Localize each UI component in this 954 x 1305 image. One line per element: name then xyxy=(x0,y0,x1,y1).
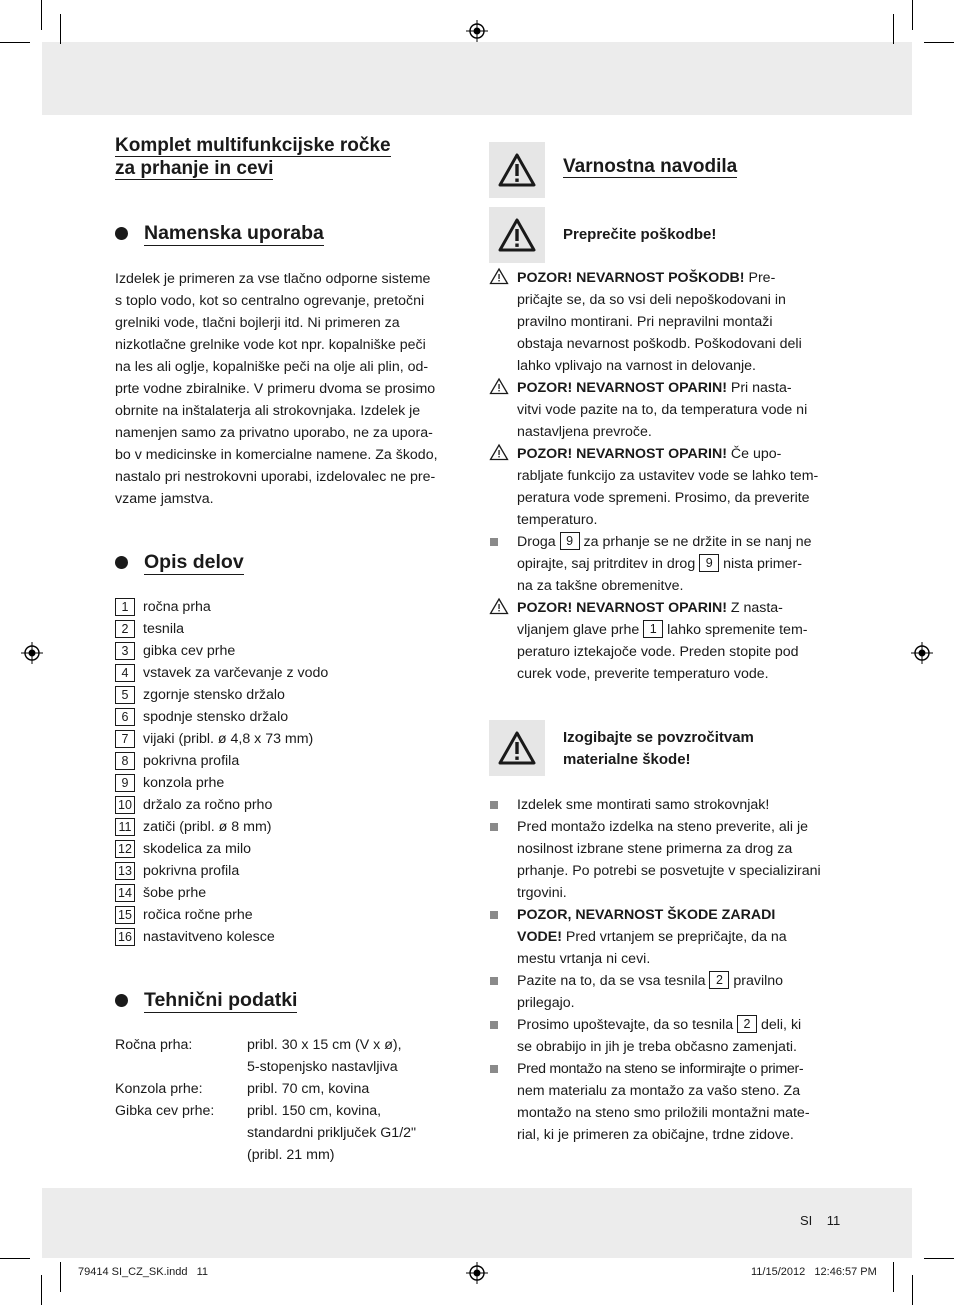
text-line: Izdelek je primeren za vse tlačno odporne sisteme xyxy=(115,271,431,287)
part-item xyxy=(115,662,328,684)
title-line-1: Komplet multifunkcijske ročke xyxy=(115,135,391,156)
square-bullet xyxy=(490,1021,498,1029)
crop-mark xyxy=(893,1262,894,1292)
part-label: zgornje stensko držalo xyxy=(143,687,285,703)
warning-item: POZOR! NEVARNOST OPARIN! Če upo- rabljate funkcijo za ustavitev vode se lahko tem- peratura vode spremeni. Prosimo, da preverite temperaturo. xyxy=(489,443,841,531)
registration-mark-icon xyxy=(911,642,933,664)
bullet-item: Pred montažo na steno se informirajte o primer- nem materialu za montažo za vašo steno. Za montažo na steno smo priložili montažni mate- rial, ki je primeren za običajne, trdne zidove. xyxy=(489,1058,841,1146)
bullet-item: Droga 9 za prhanje se ne držite in se nanj ne opirajte, saj pritrditev in drog 9 nista primer- na za takšne obremenitve. xyxy=(489,531,841,597)
bullet-item: Pazite na to, da se vsa tesnila 2 pravilno prilegajo. xyxy=(489,970,841,1014)
part-number: 1 xyxy=(115,598,135,616)
part-number-ref: 9 xyxy=(699,554,719,572)
part-number: 3 xyxy=(115,642,135,660)
title-line-2: za prhanje in cevi xyxy=(115,158,274,179)
crop-mark xyxy=(0,1258,30,1259)
square-bullet xyxy=(490,823,498,831)
part-number: 9 xyxy=(115,774,135,792)
square-bullet xyxy=(490,977,498,985)
footer-band xyxy=(42,1188,912,1258)
page-number: SI 11 xyxy=(800,1213,841,1228)
part-number: 13 xyxy=(115,862,135,880)
part-item xyxy=(115,816,328,838)
tech-value xyxy=(247,1078,369,1100)
part-label: ročna prha xyxy=(143,599,211,615)
part-number: 10 xyxy=(115,796,135,814)
part-number-ref: 2 xyxy=(737,1015,757,1033)
tech-value xyxy=(247,1034,402,1078)
part-item xyxy=(115,926,328,948)
text-line: grelniki vode, tlačni bojlerji itd. Ni primeren za xyxy=(115,315,400,331)
part-number: 6 xyxy=(115,708,135,726)
part-item xyxy=(115,640,328,662)
part-item xyxy=(115,728,328,750)
slug-file-info: 79414 SI_CZ_SK.indd 11 xyxy=(78,1266,209,1278)
subheading-material-damage: Izogibajte se povzročitvam materialne škode! xyxy=(563,729,754,768)
crop-mark xyxy=(912,1275,913,1305)
bullet-item: Pred montažo izdelka na steno preverite, ali je nosilnost izbrane stene primerna za drog za prhanje. Po potrebi se posvetujte v specializirani trgovini. xyxy=(489,816,841,904)
part-label: tesnila xyxy=(143,621,185,637)
crop-mark xyxy=(0,42,30,43)
part-item xyxy=(115,750,328,772)
small-warning-icon xyxy=(489,597,509,615)
part-item xyxy=(115,794,328,816)
warning-item: POZOR! NEVARNOST OPARIN! Z nasta- vljanjem glave prhe 1 lahko spremenite tem- peraturo iztekajoče vode. Preden stopite pod curek vode, preverite temperaturo vode. xyxy=(489,597,841,685)
text-line: prte vodne zbiralnike. V primeru dvoma se prosimo xyxy=(115,381,436,397)
text-line: bo v medicinske in komercialne namene. Za škodo, xyxy=(115,447,438,463)
warning-box xyxy=(489,142,545,198)
warning-triangle-icon xyxy=(498,218,536,252)
part-label: spodnje stensko držalo xyxy=(143,709,289,725)
part-label: držalo za ročno prho xyxy=(143,797,273,813)
tech-value-line: pribl. 30 x 15 cm (V x ø), xyxy=(247,1037,402,1053)
part-label: nastavitveno kolesce xyxy=(143,929,275,945)
text-line: nastalo pri nestrokovni uporabi, izdelovalec ne pre- xyxy=(115,469,436,485)
crop-mark xyxy=(924,1258,954,1259)
crop-mark xyxy=(60,14,61,44)
bullet-item: Prosimo upoštevajte, da so tesnila 2 deli, ki se obrabijo in jih je treba občasno zamenjati. xyxy=(489,1014,841,1058)
part-number: 7 xyxy=(115,730,135,748)
part-label: šobe prhe xyxy=(143,885,207,901)
warning-triangle-icon xyxy=(498,153,536,187)
tech-value xyxy=(247,1100,416,1166)
registration-mark-icon xyxy=(21,642,43,664)
small-warning-icon xyxy=(489,377,509,395)
text-line: nizkotlačne grelnike vode kot npr. kopalniške peči xyxy=(115,337,426,353)
tech-value-line: pribl. 70 cm, kovina xyxy=(247,1081,370,1097)
warning-box xyxy=(489,720,545,776)
tech-label: Ročna prha: xyxy=(115,1037,193,1053)
tech-row xyxy=(115,1100,416,1166)
crop-mark xyxy=(924,42,954,43)
tech-value-line: 5-stopenjsko nastavljiva xyxy=(247,1059,398,1075)
square-bullet xyxy=(490,1065,498,1073)
heading-bullet xyxy=(115,227,128,240)
small-warning-icon xyxy=(489,443,509,461)
registration-mark-icon xyxy=(466,20,488,42)
square-bullet xyxy=(490,801,498,809)
heading-bullet xyxy=(115,994,128,1007)
small-warning-icon xyxy=(489,267,509,285)
part-label: zatiči (pribl. ø 8 mm) xyxy=(143,819,272,835)
part-number: 5 xyxy=(115,686,135,704)
crop-mark xyxy=(41,1275,42,1305)
bullet-item: Izdelek sme montirati samo strokovnjak! xyxy=(489,794,841,816)
part-item xyxy=(115,596,328,618)
tech-row xyxy=(115,1034,416,1078)
header-band xyxy=(42,42,912,115)
text-line: namenjen samo za privatno uporabo, ne za upora- xyxy=(115,425,433,441)
subheading-prevent-injury: Preprečite poškodbe! xyxy=(563,226,717,243)
part-item xyxy=(115,860,328,882)
text-line: obrnite na inštalaterja ali strokovnjaka. Izdelek je xyxy=(115,403,421,419)
text-line: vzame jamstva. xyxy=(115,491,214,507)
warning-item: POZOR! NEVARNOST POŠKODB! Pre- pričajte se, da so vsi deli nepoškodovani in pravilno montirani. Pri nepravilni montaži obstaja nevarnost poškodb. Poškodovani deli lahko vplivajo na varnost in delovanje. xyxy=(489,267,841,377)
part-item xyxy=(115,618,328,640)
document-title xyxy=(115,134,391,180)
tech-value-line: (pribl. 21 mm) xyxy=(247,1147,335,1163)
part-label: konzola prhe xyxy=(143,775,225,791)
part-number: 16 xyxy=(115,928,135,946)
tech-value-line: standardni priključek G1/2" xyxy=(247,1125,417,1141)
warning-item: POZOR! NEVARNOST OPARIN! Pri nasta- vitvi vode pazite na to, da temperatura vode ni nastavljena prevroče. xyxy=(489,377,841,443)
part-number: 15 xyxy=(115,906,135,924)
tech-row xyxy=(115,1078,416,1100)
part-number: 2 xyxy=(115,620,135,638)
part-number: 4 xyxy=(115,664,135,682)
crop-mark xyxy=(41,0,42,30)
heading-bullet xyxy=(115,556,128,569)
section-heading-parts: Opis delov xyxy=(115,550,244,575)
part-number-ref: 2 xyxy=(709,971,729,989)
tech-data-table xyxy=(115,1034,416,1166)
part-number-ref: 1 xyxy=(643,620,663,638)
section-heading-safety: Varnostna navodila xyxy=(563,156,738,177)
part-item xyxy=(115,882,328,904)
parts-list xyxy=(115,596,328,948)
warning-box xyxy=(489,207,545,263)
text-line: na les ali oglje, kopalniške peči na olje ali plin, od- xyxy=(115,359,429,375)
crop-mark xyxy=(893,14,894,44)
text-line: s toplo vodo, kot so centralno ogrevanje, pretočni xyxy=(115,293,425,309)
section-heading-intended-use: Namenska uporaba xyxy=(115,221,324,246)
part-item xyxy=(115,684,328,706)
part-label: ročica ročne prhe xyxy=(143,907,253,923)
section-heading-tech: Tehnični podatki xyxy=(115,988,297,1013)
tech-label: Gibka cev prhe: xyxy=(115,1103,215,1119)
part-number: 11 xyxy=(115,818,135,836)
part-label: vstavek za varčevanje z vodo xyxy=(143,665,329,681)
part-label: skodelica za milo xyxy=(143,841,252,857)
part-label: pokrivna profila xyxy=(143,753,240,769)
part-number: 14 xyxy=(115,884,135,902)
intended-use-text xyxy=(115,268,467,510)
part-number: 12 xyxy=(115,840,135,858)
part-label: gibka cev prhe xyxy=(143,643,236,659)
warning-triangle-icon xyxy=(498,731,536,765)
part-label: pokrivna profila xyxy=(143,863,240,879)
registration-mark-icon xyxy=(466,1262,488,1284)
crop-mark xyxy=(912,0,913,30)
bullet-item: POZOR, NEVARNOST ŠKODE ZARADI VODE! Pred vrtanjem se prepričajte, da na mestu vrtanja ni cevi. xyxy=(489,904,841,970)
part-item xyxy=(115,838,328,860)
part-item xyxy=(115,706,328,728)
crop-mark xyxy=(60,1262,61,1292)
slug-date-info: 11/15/2012 12:46:57 PM xyxy=(751,1266,877,1278)
tech-value-line: pribl. 150 cm, kovina, xyxy=(247,1103,382,1119)
square-bullet xyxy=(490,538,498,546)
part-item xyxy=(115,772,328,794)
part-number: 8 xyxy=(115,752,135,770)
part-item xyxy=(115,904,328,926)
tech-label: Konzola prhe: xyxy=(115,1081,203,1097)
square-bullet xyxy=(490,911,498,919)
part-label: vijaki (pribl. ø 4,8 x 73 mm) xyxy=(143,731,314,747)
part-number-ref: 9 xyxy=(560,532,580,550)
